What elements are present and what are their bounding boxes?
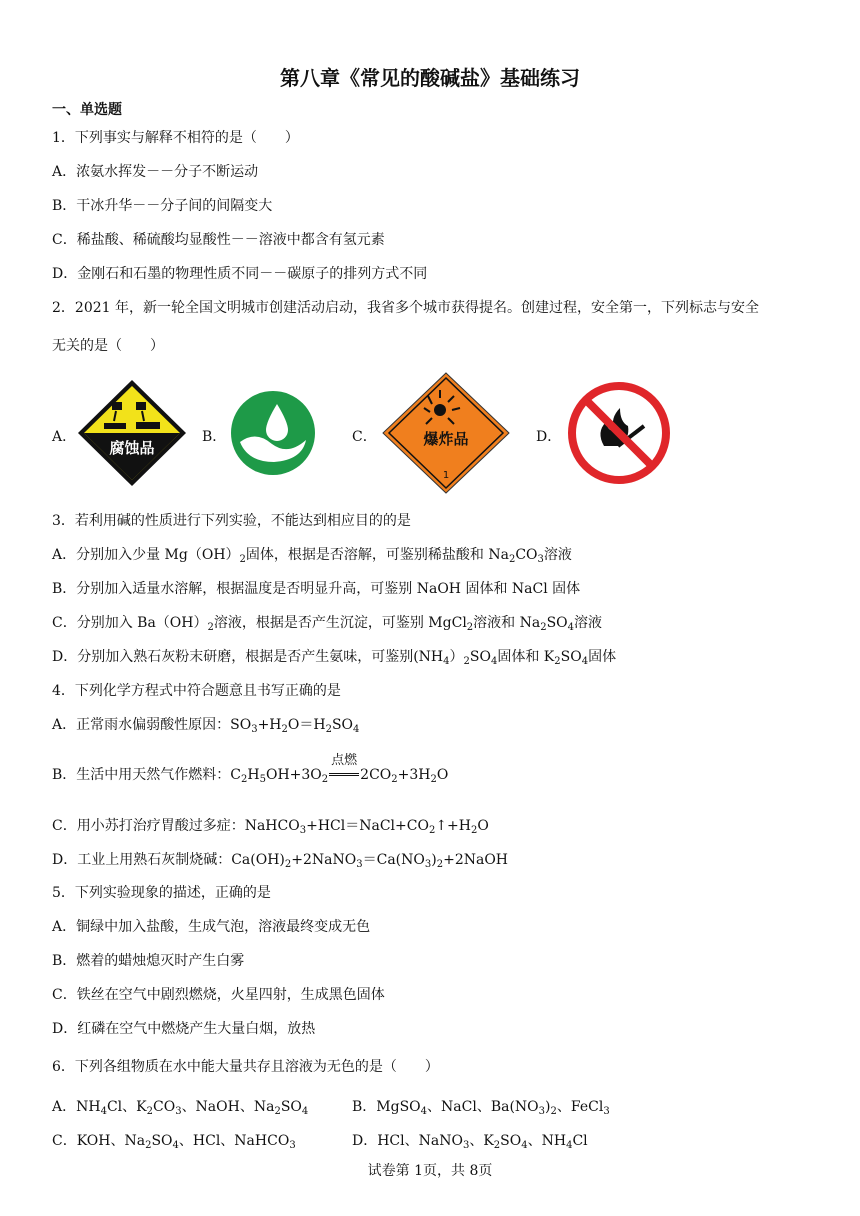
page-footer: 试卷第 1页，共 8页: [367, 1163, 493, 1179]
question-3-option-b: B．分别加入适量水溶解，根据温度是否明显升高，可鉴别 NaOH 固体和 NaCl 固体: [52, 581, 581, 597]
corrosive-sign-text: 腐蚀品: [109, 439, 155, 457]
question-4-option-b: B．生活中用天然气作燃料：$C_2H_5OH+3O_2$ 点燃 $2CO_2+3H_2O$: [52, 753, 449, 785]
question-4-option-a: A．正常雨水偏弱酸性原因：$SO_3+H_2O=H_2SO_4$: [52, 717, 360, 735]
page-title: 第八章《常见的酸碱盐》基础练习: [280, 66, 580, 90]
question-1-option-a: A．浓氨水挥发－－分子不断运动: [52, 164, 259, 180]
explosive-sign-text: 爆炸品: [423, 430, 469, 448]
question-2-label-a: A．: [52, 429, 77, 445]
question-1-option-d: D．金刚石和石墨的物理性质不同－－碳原子的排列方式不同: [52, 266, 428, 282]
question-4-stem: 4．下列化学方程式中符合题意且书写正确的是: [52, 683, 341, 699]
question-5-option-c: C．铁丝在空气中剧烈燃烧，火星四射，生成黑色固体: [52, 987, 385, 1003]
explosive-sign-icon: [382, 372, 510, 494]
question-3-option-c: C．分别加入 $Ba(OH)_2$溶液，根据是否产生沉淀，可鉴别 MgCl$_2$溶液和 $Na_2SO_4$溶液: [52, 615, 603, 633]
question-5-option-b: B．燃着的蜡烛熄灭时产生白雾: [52, 953, 245, 969]
question-6-option-a: A．$NH_4Cl$、$K_2CO_3$、NaOH、$Na_2SO_4$: [52, 1099, 309, 1117]
question-2-label-c: C．: [352, 429, 377, 445]
question-6-option-d: D．HCl、NaNO$_3$、$K_2SO_4$、$NH_4Cl$: [352, 1133, 588, 1151]
question-6-option-c: C．KOH、$Na_2SO_4$、HCl、NaHCO$_3$: [52, 1133, 296, 1151]
section-heading: 一、单选题: [52, 102, 122, 118]
question-4-option-c: C．用小苏打治疗胃酸过多症：$NaHCO_3+HCl=NaCl+CO_2↑+H_2O$: [52, 818, 489, 836]
explosive-sign-number: 1: [442, 470, 450, 481]
reaction-condition-sign: [328, 753, 360, 784]
question-3-option-a: A．分别加入少量 $Mg(OH)_2$固体，根据是否溶解，可鉴别稀盐酸和 $Na_2CO_3$溶液: [52, 547, 572, 565]
question-2-stem-line1: 2．2021 年，新一轮全国文明城市创建活动启动，我省多个城市获得提名。创建过程，安全第一，下列标志与安全: [52, 300, 759, 316]
question-6-stem: 6．下列各组物质在水中能大量共存且溶液为无色的是（ ）: [52, 1059, 439, 1075]
question-2-label-d: D．: [536, 429, 562, 445]
question-1-option-c: C．稀盐酸、稀硫酸均显酸性－－溶液中都含有氢元素: [52, 232, 385, 248]
reaction-condition-label: 点燃: [331, 753, 358, 768]
question-1-stem: 1．下列事实与解释不相符的是（ ）: [52, 130, 299, 146]
no-open-flame-sign-icon: [568, 382, 670, 484]
question-4-option-d: D．工业上用熟石灰制烧碱：$Ca(OH)_2+2NaNO_3=Ca(NO_3)_2+2NaOH$: [52, 852, 509, 870]
water-saving-sign-icon: [230, 390, 316, 476]
corrosive-sign-icon: [76, 378, 188, 488]
question-3-option-d: D．分别加入熟石灰粉末研磨，根据是否产生氨味，可鉴别$(NH_4)_2SO_4$固体和 $K_2SO_4$固体: [52, 649, 617, 667]
question-3-stem: 3．若利用碱的性质进行下列实验，不能达到相应目的的是: [52, 513, 411, 529]
question-1-option-b: B．干冰升华－－分子间的间隔变大: [52, 198, 273, 214]
question-5-stem: 5．下列实验现象的描述，正确的是: [52, 885, 271, 901]
question-5-option-a: A．铜绿中加入盐酸，生成气泡，溶液最终变成无色: [52, 919, 371, 935]
question-2-stem-line2: 无关的是（ ）: [52, 338, 164, 354]
question-5-option-d: D．红磷在空气中燃烧产生大量白烟，放热: [52, 1021, 316, 1037]
question-6-option-b: B．MgSO$_4$、NaCl、$Ba(NO_3)_2$、FeCl$_3$: [352, 1099, 610, 1117]
question-2-label-b: B．: [202, 429, 227, 445]
